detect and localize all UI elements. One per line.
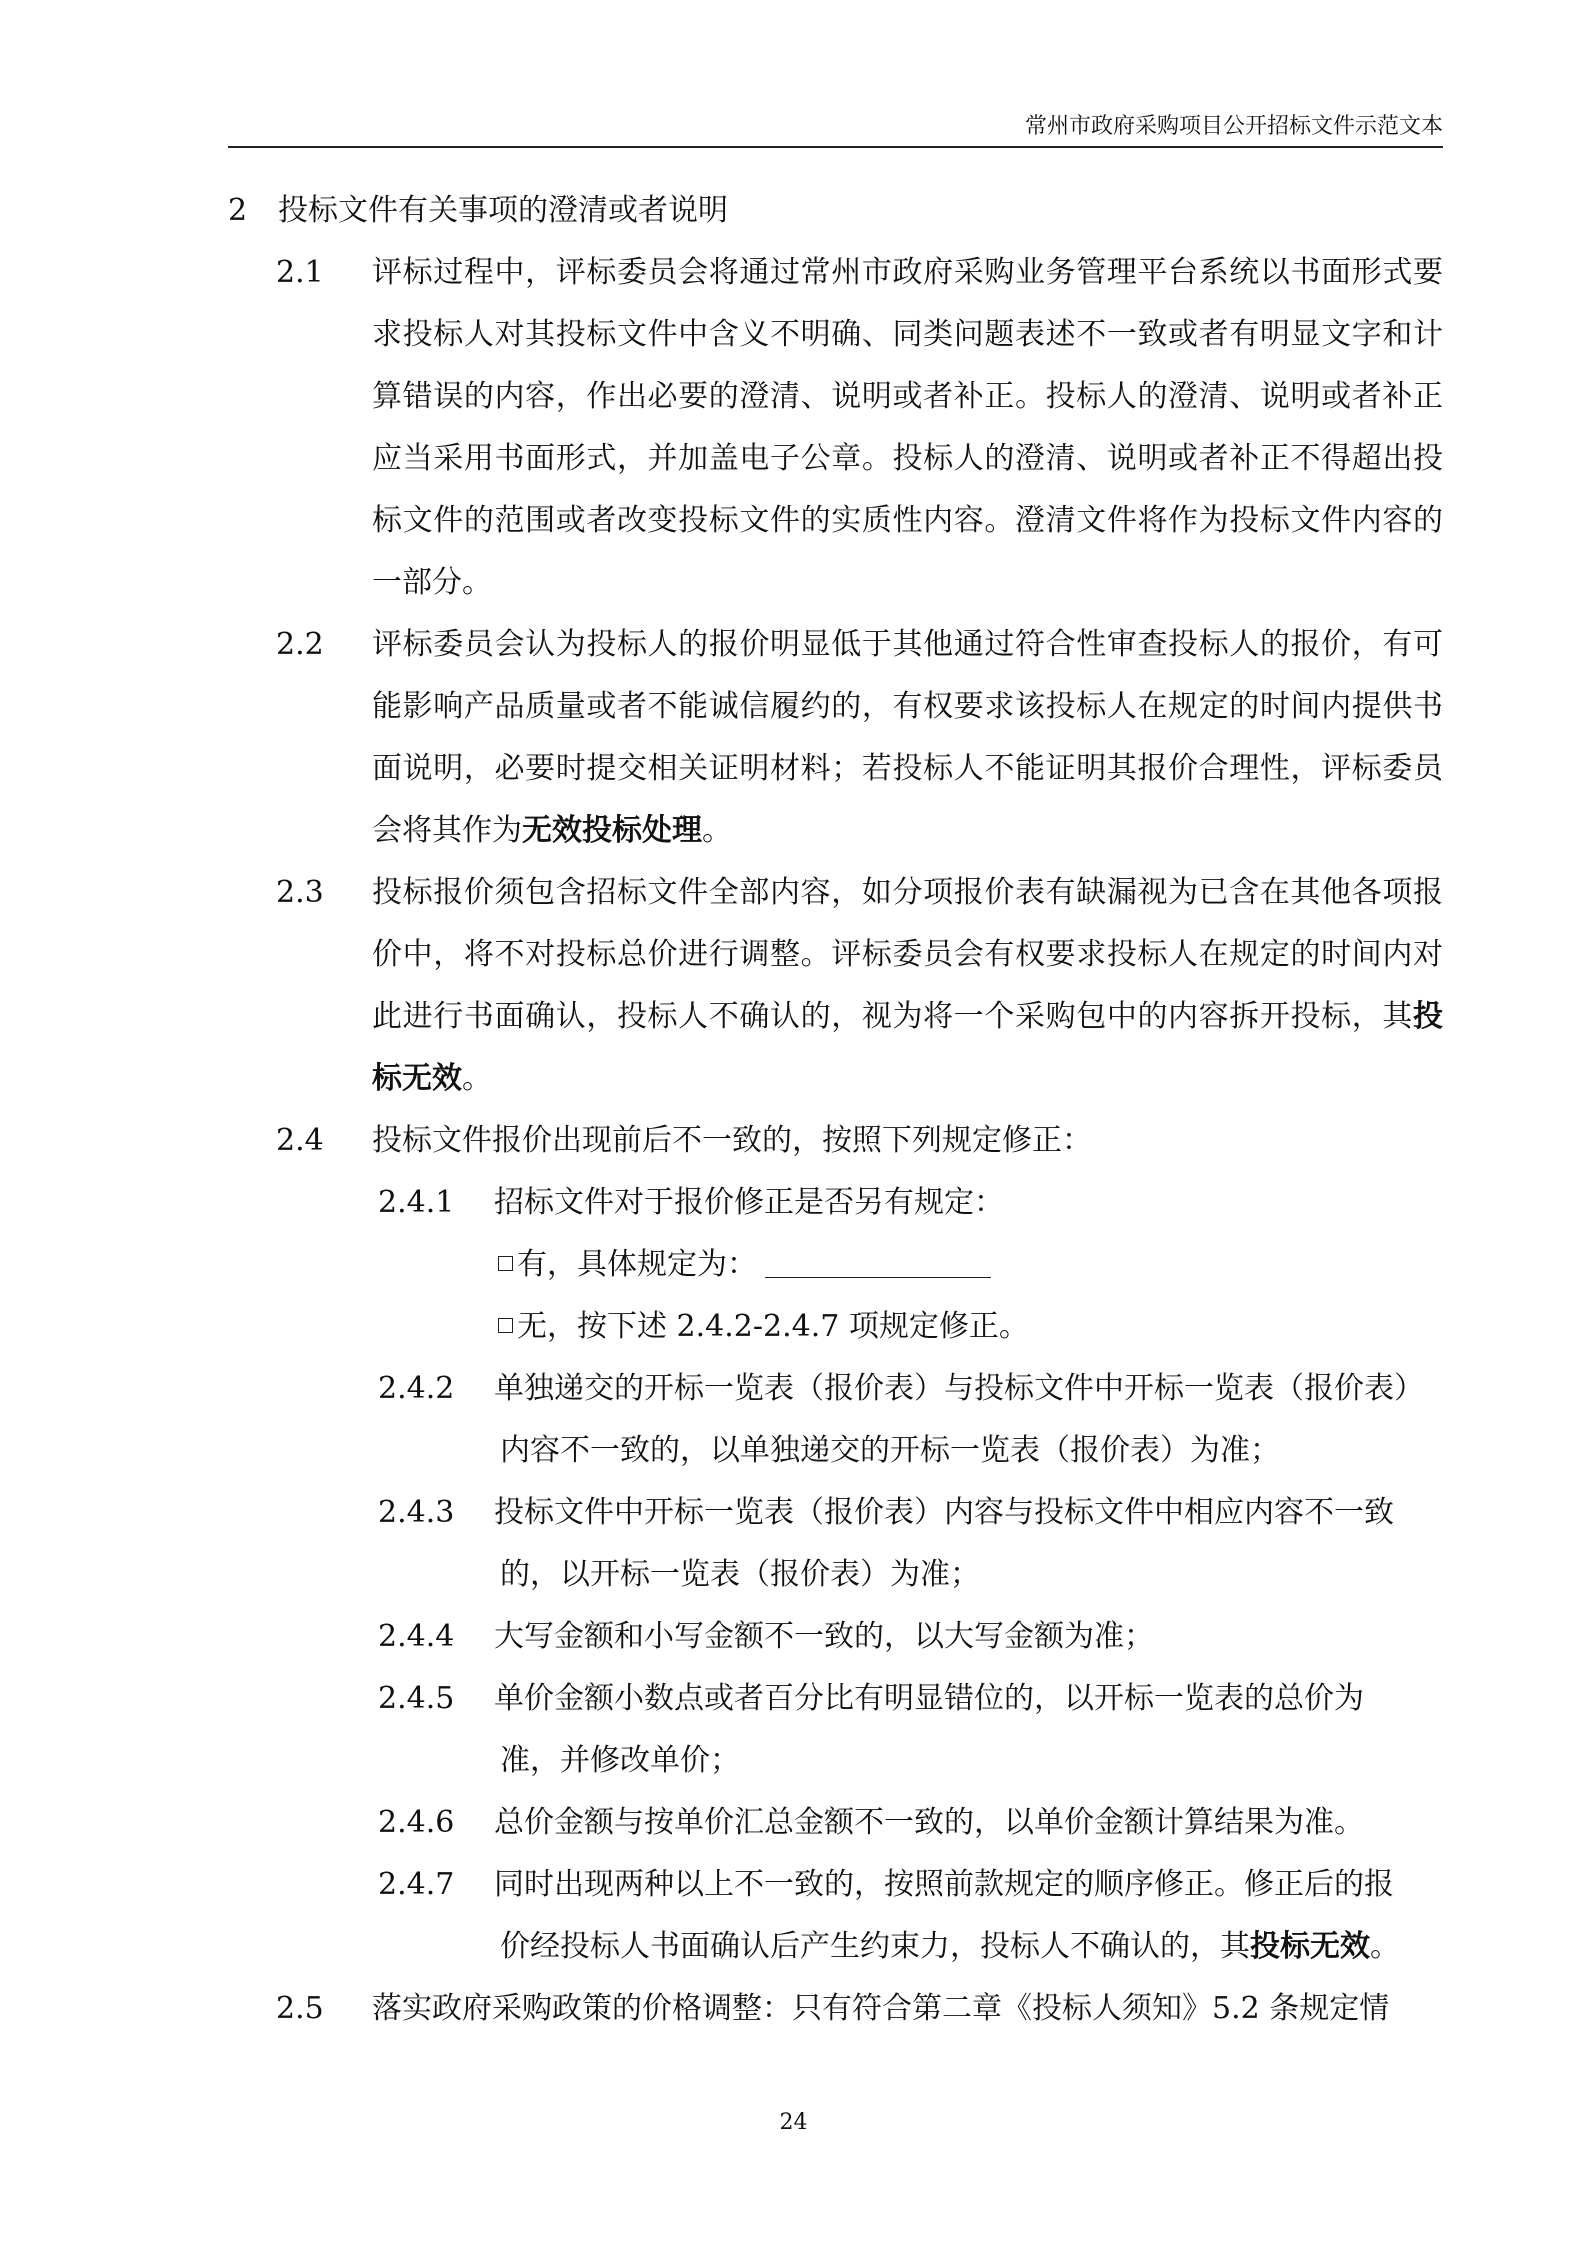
document-title: 常州市政府采购项目公开招标文件示范文本 xyxy=(1024,114,1443,139)
clause-body: 评标委员会认为投标人的报价明显低于其他通过符合性审查投标人的报价，有可能影响产品质量或者不能诚信履约的，有权要求该投标人在规定的时间内提供书面说明，必要时提交相关证明材料；若投标人不能证明其报价合理性，评标委员会将其作为 xyxy=(372,627,1443,848)
clause-text: 落实政府采购政策的价格调整：只有符合第二章《投标人须知》5.2 条规定情 xyxy=(372,1991,1390,2026)
subclause-line-2: 准，并修改单价； xyxy=(500,1743,740,1778)
subclause-number: 2.4.5 xyxy=(378,1681,455,1716)
option-label: 有，具体规定为： xyxy=(517,1247,757,1282)
subclause-2-4-2 xyxy=(228,1358,1443,1482)
subclause-line-1: 同时出现两种以上不一致的，按照前款规定的顺序修正。修正后的报 xyxy=(494,1867,1394,1902)
subclause-number: 2.4.4 xyxy=(378,1619,455,1654)
clause-body: 投标报价须包含招标文件全部内容，如分项报价表有缺漏视为已含在其他各项报价中，将不对投标总价进行调整。评标委员会有权要求投标人在规定的时间内对此进行书面确认，投标人不确认的，视为将一个采购包中的内容拆开投标，其 xyxy=(372,875,1443,1034)
clause-2-4 xyxy=(228,1110,1443,1172)
document-body xyxy=(228,180,1443,2040)
clause-number: 2.3 xyxy=(276,875,324,910)
subclause-2-4-5 xyxy=(228,1668,1443,1792)
subclause-2-4-7 xyxy=(228,1854,1443,1978)
clause-tail: 。 xyxy=(462,1061,492,1096)
subclause-line-1: 总价金额与按单价汇总金额不一致的，以单价金额计算结果为准。 xyxy=(494,1805,1364,1840)
subclause-line-1: 单价金额小数点或者百分比有明显错位的，以开标一览表的总价为 xyxy=(494,1681,1364,1716)
clause-tail: 。 xyxy=(702,813,732,848)
clause-number: 2.2 xyxy=(276,627,324,662)
option-no xyxy=(228,1296,1443,1358)
emphasis-text: 无效投标处理 xyxy=(522,813,702,848)
section-number: 2 xyxy=(228,193,248,228)
clause-2-2 xyxy=(228,614,1443,862)
clause-text xyxy=(228,614,1443,862)
subclause-tail: 。 xyxy=(1370,1929,1400,1964)
clause-number: 2.4 xyxy=(276,1123,324,1158)
clause-text: 评标过程中，评标委员会将通过常州市政府采购业务管理平台系统以书面形式要求投标人对其投标文件中含义不明确、同类问题表述不一致或者有明显文字和计算错误的内容，作出必要的澄清、说明或者补正。投标人的澄清、说明或者补正应当采用书面形式，并加盖电子公章。投标人的澄清、说明或者补正不得超出投标文件的范围或者改变投标文件的实质性内容。澄清文件将作为投标文件内容的一部分。 xyxy=(372,255,1443,600)
subclause-2-4-1 xyxy=(228,1172,1443,1234)
clause-text xyxy=(228,862,1443,1110)
option-label: 无，按下述 2.4.2-2.4.7 项规定修正。 xyxy=(517,1309,1029,1344)
emphasis-text: 投标无效 xyxy=(1250,1929,1370,1964)
subclause-2-4-6 xyxy=(228,1792,1443,1854)
subclause-number: 2.4.2 xyxy=(378,1371,455,1406)
option-yes xyxy=(228,1234,1443,1296)
subclause-number: 2.4.7 xyxy=(378,1867,455,1902)
clause-2-1 xyxy=(228,242,1443,614)
checkbox-icon xyxy=(498,1318,513,1333)
subclause-line-1: 单独递交的开标一览表（报价表）与投标文件中开标一览表（报价表） xyxy=(494,1371,1424,1406)
subclause-number: 2.4.6 xyxy=(378,1805,455,1840)
section-heading xyxy=(228,180,1443,242)
subclause-body: 价经投标人书面确认后产生约束力，投标人不确认的，其 xyxy=(500,1929,1250,1964)
clause-2-3 xyxy=(228,862,1443,1110)
clause-number: 2.5 xyxy=(276,1991,324,2026)
page-number: 24 xyxy=(779,2110,808,2135)
emphasis-text: 投标无效 xyxy=(372,999,1443,1096)
clause-text: 投标文件报价出现前后不一致的，按照下列规定修正： xyxy=(372,1123,1092,1158)
subclause-number: 2.4.1 xyxy=(378,1185,455,1220)
clause-2-5 xyxy=(228,1978,1443,2040)
subclause-line-1: 大写金额和小写金额不一致的，以大写金额为准； xyxy=(494,1619,1154,1654)
running-header xyxy=(228,112,1443,148)
subclause-2-4-4 xyxy=(228,1606,1443,1668)
subclause-line-1: 投标文件中开标一览表（报价表）内容与投标文件中相应内容不一致 xyxy=(494,1495,1394,1530)
subclause-line-2 xyxy=(228,1916,1443,1978)
section-title: 投标文件有关事项的澄清或者说明 xyxy=(278,193,728,228)
clause-number: 2.1 xyxy=(276,255,324,290)
subclause-line-2: 内容不一致的，以单独递交的开标一览表（报价表）为准； xyxy=(500,1433,1280,1468)
subclause-number: 2.4.3 xyxy=(378,1495,455,1530)
subclause-line-2: 的，以开标一览表（报价表）为准； xyxy=(500,1557,980,1592)
subclause-text: 招标文件对于报价修正是否另有规定： xyxy=(494,1185,1004,1220)
subclause-2-4-3 xyxy=(228,1482,1443,1606)
checkbox-icon xyxy=(498,1256,513,1271)
fill-in-blank xyxy=(765,1251,991,1278)
